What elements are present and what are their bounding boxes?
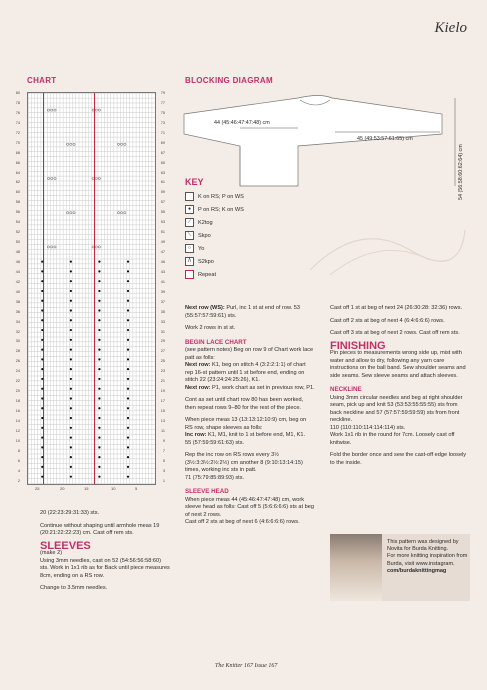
purl-dot	[127, 339, 129, 341]
purl-dot	[41, 280, 43, 282]
paragraph: 110 (110:110:114:114:114) sts.	[330, 424, 406, 431]
row-number: 66	[15, 160, 20, 165]
purl-dot	[98, 417, 100, 419]
col-number: 20	[60, 486, 65, 491]
row-number: 36	[15, 309, 20, 314]
yo-mark	[98, 177, 100, 179]
row-number: 13	[160, 418, 165, 423]
width-measure: 44 (45:46:47:47:48) cm	[214, 120, 270, 126]
yo-mark	[121, 143, 123, 145]
purl-dot	[98, 446, 100, 448]
purl-dot	[127, 446, 129, 448]
purl-dot	[127, 319, 129, 321]
purl-dot	[98, 261, 100, 263]
row-number: 44	[15, 269, 20, 274]
purl-dot	[127, 476, 129, 478]
purl-dot	[70, 446, 72, 448]
row-number: 40	[15, 289, 20, 294]
promo-line: For more knitting inspiration from Burda, visit www.instagram.	[387, 553, 468, 567]
chart-column-numbers	[27, 486, 154, 494]
purl-dot	[127, 397, 129, 399]
purl-dot	[41, 388, 43, 390]
page-title: Kielo	[434, 20, 467, 36]
purl-dot	[98, 407, 100, 409]
key-item	[185, 229, 305, 242]
purl-dot	[41, 358, 43, 360]
column-1-text	[40, 510, 170, 598]
purl-dot	[127, 456, 129, 458]
purl-dot	[41, 319, 43, 321]
purl-dot	[98, 397, 100, 399]
yo-circle-icon: ○	[185, 244, 194, 253]
bold-label: Next row:	[185, 384, 211, 391]
paragraph: Using 3mm needles, cast on 52 (54:56:56:58:60) sts. Work in 1x1 rib as for Back until piece measures 8cm, ending on a RS row.	[40, 557, 170, 579]
purl-dot	[98, 378, 100, 380]
purl-dot	[70, 358, 72, 360]
yo-mark	[117, 212, 119, 214]
chart-heading: CHART	[27, 76, 57, 85]
purl-dot	[70, 427, 72, 429]
purl-dot	[41, 339, 43, 341]
row-number: 35	[160, 309, 165, 314]
row-number: 16	[15, 409, 20, 413]
col-number: 25	[35, 486, 40, 491]
yo-mark	[51, 246, 53, 248]
row-number: 61	[160, 180, 165, 185]
yo-mark	[121, 212, 123, 214]
purl-dot	[127, 329, 129, 331]
key-label: Yo	[198, 245, 205, 252]
purl-dot	[41, 368, 43, 370]
purl-dot	[98, 270, 100, 272]
purl-dot	[127, 378, 129, 380]
yo-mark	[92, 246, 94, 248]
yo-mark	[67, 212, 69, 214]
purl-dot	[98, 427, 100, 429]
yo-mark	[95, 177, 97, 179]
row-number: 55	[160, 210, 165, 215]
row-number: 39	[160, 289, 165, 294]
row-number: 68	[15, 150, 20, 155]
row-number: 60	[15, 190, 20, 195]
row-number: 19	[160, 389, 165, 394]
paragraph: Cast off 2 sts at beg of next 6 (4:6:6:6:6) rows.	[185, 519, 300, 525]
row-number: 8	[17, 448, 20, 453]
purl-dot	[127, 290, 129, 292]
yo-mark	[95, 246, 97, 248]
knit-symbol-icon	[185, 192, 194, 201]
sleeve-head-heading: SLEEVE HEAD	[185, 488, 229, 495]
purl-dot	[70, 436, 72, 438]
purl-dot	[127, 388, 129, 390]
key-label: Skpo	[198, 232, 211, 239]
purl-dot	[98, 368, 100, 370]
row-number: 11	[161, 428, 165, 433]
purl-dot	[70, 407, 72, 409]
row-number: 6	[17, 458, 20, 463]
key-item	[185, 190, 305, 203]
purl-dot	[98, 358, 100, 360]
yo-mark	[48, 246, 50, 248]
purl-dot	[127, 300, 129, 302]
row-number: 37	[160, 299, 165, 304]
promo-text	[387, 539, 469, 575]
paragraph: 55 (57:59:59:61:63) sts.	[185, 439, 245, 446]
purl-dot	[98, 300, 100, 302]
purl-dot	[70, 290, 72, 292]
key-item	[185, 203, 305, 216]
row-number: 22	[15, 379, 20, 384]
finishing-heading: FINISHING	[330, 339, 386, 352]
yo-mark	[51, 177, 53, 179]
purl-dot	[127, 358, 129, 360]
key-label: S2kpo	[198, 258, 214, 265]
neckline-heading: NECKLINE	[330, 386, 362, 393]
row-number: 53	[160, 220, 165, 225]
purl-dot	[127, 368, 129, 370]
purl-dot	[70, 378, 72, 380]
purl-dot	[41, 407, 43, 409]
paragraph: Work 2 rows in st st.	[185, 325, 236, 331]
row-number: 32	[15, 329, 20, 334]
row-number: 30	[15, 339, 20, 344]
row-number: 46	[15, 259, 20, 264]
col-number: 15	[84, 486, 89, 491]
paragraph: When piece meas 13 (13:13:12:10:9) cm, beg on RS row, shape sleeves as folls:	[185, 417, 307, 431]
purl-dot	[70, 280, 72, 282]
sleeves-heading: SLEEVES	[40, 539, 91, 552]
paragraph: Cast off 3 sts at beg of next 2 rows. Cast off rem sts.	[330, 330, 460, 336]
row-number: 14	[15, 418, 20, 423]
row-number: 33	[160, 319, 165, 324]
promo-line: This pattern was designed by Novita for Burda Knitting.	[387, 539, 459, 553]
row-number: 58	[15, 200, 20, 205]
row-number: 10	[15, 438, 20, 443]
purl-dot	[41, 476, 43, 478]
purl-dot	[98, 466, 100, 468]
yo-mark	[73, 212, 75, 214]
col-number: 5	[135, 486, 138, 491]
yo-mark	[54, 109, 56, 111]
purl-dot	[41, 300, 43, 302]
row-number: 15	[160, 409, 165, 413]
key-item	[185, 242, 305, 255]
key-label: Repeat	[198, 271, 217, 278]
blocking-diagram	[180, 88, 470, 193]
row-number: 62	[15, 180, 20, 185]
row-number: 3	[162, 468, 165, 473]
purl-dot	[70, 417, 72, 419]
paragraph: (see pattern notes) Beg on row 9 of Chart work lace patt as folls:	[185, 347, 314, 361]
yo-mark	[67, 143, 69, 145]
purl-dot	[41, 261, 43, 263]
paragraph: Cast off 2 sts at beg of next 4 (6:4:6:6:6) rows.	[330, 317, 445, 324]
purl-dot	[98, 290, 100, 292]
purl-dot	[127, 427, 129, 429]
purl-dot	[98, 309, 100, 311]
yo-mark	[98, 246, 100, 248]
row-number: 54	[15, 220, 20, 225]
paragraph: Continue without shaping until armhole meas 19 (20:21:22:22:23) cm. Cast off rem sts.	[40, 522, 160, 536]
purl-dot	[70, 348, 72, 350]
row-number: 12	[15, 428, 20, 433]
purl-dot	[70, 339, 72, 341]
k2tog-icon: ⟋	[185, 218, 194, 227]
row-number: 9	[162, 438, 165, 443]
purl-dot	[70, 270, 72, 272]
row-number: 26	[15, 359, 20, 364]
column-3-text	[330, 305, 470, 472]
yo-mark	[92, 109, 94, 111]
row-number: 50	[15, 240, 20, 245]
row-number: 67	[160, 150, 165, 155]
row-number: 57	[160, 200, 165, 205]
paragraph: Cast off 1 st at beg of next 24 (26:30:28: 32:36) rows.	[330, 305, 463, 311]
sleeve-measure: 45 (49:53:57:61:65) cm	[357, 136, 413, 142]
purl-dot	[127, 407, 129, 409]
purl-dot	[98, 388, 100, 390]
row-number: 31	[160, 329, 165, 334]
yo-mark	[48, 177, 50, 179]
purl-dot	[127, 417, 129, 419]
purl-dot	[70, 300, 72, 302]
row-number: 20	[15, 389, 20, 394]
purl-dot	[127, 270, 129, 272]
row-number: 79	[160, 91, 165, 95]
purl-dot	[98, 339, 100, 341]
purl-dot	[70, 309, 72, 311]
purl-dot	[41, 348, 43, 350]
row-number: 43	[160, 269, 165, 274]
row-number: 2	[17, 478, 20, 483]
promo-link[interactable]: com/burdaknittingmag	[387, 567, 447, 574]
column-2-text	[185, 305, 315, 532]
row-number: 52	[15, 230, 20, 235]
chart-symbols	[28, 93, 155, 484]
row-number: 76	[15, 110, 20, 115]
purl-dot	[41, 290, 43, 292]
purl-dot	[70, 368, 72, 370]
purl-dot	[98, 436, 100, 438]
lace-chart	[27, 92, 156, 485]
page-footer: The Knitter 167 Issue 167	[215, 663, 278, 669]
purl-dot	[41, 309, 43, 311]
bold-label: Next row:	[185, 362, 211, 368]
yo-mark	[54, 177, 56, 179]
row-number: 49	[160, 240, 165, 245]
repeat-box-icon	[185, 270, 194, 279]
row-number: 7	[162, 448, 165, 453]
yo-mark	[92, 177, 94, 179]
purl-dot	[41, 456, 43, 458]
row-number: 28	[15, 349, 20, 354]
paragraph: 71 (75:79:85:89:93) sts.	[185, 474, 245, 481]
paragraph: Purl, inc 1 st at end of row. 53 (55:57:57:59:61) sts.	[185, 305, 301, 319]
row-number: 51	[160, 230, 165, 235]
yo-mark	[117, 143, 119, 145]
paragraph: K1, beg on stitch 4 (3:2:2:1:1) of chart rep 16-st pattern until 1 st before end, ending on stitch 22 (23:24:24:25:26), K1.	[185, 362, 306, 383]
row-number: 77	[160, 100, 165, 105]
row-number: 73	[160, 120, 165, 125]
purl-dot	[127, 348, 129, 350]
bold-label: Next row (WS):	[185, 305, 225, 311]
purl-dot	[41, 397, 43, 399]
purl-dot	[41, 436, 43, 438]
s2kpo-icon: Λ	[185, 257, 194, 266]
paragraph: P1, work chart as set in previous row, P1.	[210, 384, 315, 391]
yo-mark	[124, 143, 126, 145]
purl-dot	[98, 476, 100, 478]
key-list	[185, 190, 305, 281]
row-number: 18	[15, 399, 20, 404]
row-number: 41	[160, 279, 165, 284]
row-number: 63	[160, 170, 165, 175]
row-number: 4	[17, 468, 20, 473]
purl-dot	[127, 309, 129, 311]
paragraph: 20 (22:23:29:31:33) sts.	[40, 510, 100, 516]
purl-dot	[41, 329, 43, 331]
purl-dot-icon: ●	[185, 205, 194, 214]
row-number: 69	[160, 140, 165, 145]
yo-mark	[73, 143, 75, 145]
purl-dot	[41, 446, 43, 448]
row-number: 78	[15, 100, 20, 105]
row-number: 17	[160, 399, 165, 404]
purl-dot	[41, 378, 43, 380]
chart-row-numbers-right	[157, 91, 167, 483]
row-number: 21	[160, 379, 165, 384]
purl-dot	[127, 436, 129, 438]
row-number: 29	[160, 339, 165, 344]
lace-chart-heading: BEGIN LACE CHART	[185, 338, 247, 346]
purl-dot	[70, 466, 72, 468]
purl-dot	[41, 270, 43, 272]
paragraph: Rep the inc row on RS rows every 3½ (3½:3:3½:2½:2½) cm another 8 (9:10:13:14:15) times, working inc sts in patt.	[185, 452, 303, 473]
yo-mark	[124, 212, 126, 214]
yo-mark	[70, 143, 72, 145]
purl-dot	[70, 329, 72, 331]
blocking-heading: BLOCKING DIAGRAM	[185, 76, 273, 85]
purl-dot	[98, 319, 100, 321]
purl-dot	[127, 280, 129, 282]
paragraph: When piece meas 44 (45:46:47:47:48) cm, work sleeve head as folls: Cast off 5 (5:6:6:6:6) sts at beg of next 2 rows.	[185, 496, 314, 518]
row-number: 24	[15, 369, 20, 374]
row-number: 25	[160, 359, 165, 364]
purl-dot	[98, 329, 100, 331]
row-number: 23	[160, 369, 165, 374]
row-number: 70	[15, 140, 20, 145]
row-number: 75	[160, 110, 165, 115]
paragraph: Using 3mm circular needles and beg at right shoulder seam, pick up and knit 53 (53:53:55:55:55) sts from back neckline and 57 (57:57:59:59:59) sts from front neckline.	[330, 394, 463, 423]
purl-dot	[41, 427, 43, 429]
bold-label: Inc row:	[185, 432, 207, 438]
paragraph: K1, M1, knit to 1 st before end, M1, K1.	[206, 432, 306, 438]
key-label: K on RS; P on WS	[198, 193, 244, 200]
row-number: 45	[160, 259, 165, 264]
row-number: 34	[15, 319, 20, 324]
yo-mark	[54, 246, 56, 248]
col-number: 10	[111, 486, 116, 491]
skpo-icon: ⟍	[185, 231, 194, 240]
yo-mark	[95, 109, 97, 111]
row-number: 64	[15, 170, 20, 175]
paragraph: (make 2)	[40, 550, 63, 556]
paragraph: Change to 3.5mm needles.	[40, 585, 108, 591]
row-number: 38	[15, 299, 20, 304]
yo-mark	[48, 109, 50, 111]
key-label: P on RS; K on WS	[198, 206, 244, 213]
model-photo	[330, 534, 382, 601]
purl-dot	[70, 397, 72, 399]
row-number: 56	[15, 210, 20, 215]
purl-dot	[70, 261, 72, 263]
purl-dot	[70, 388, 72, 390]
row-number: 5	[162, 458, 165, 463]
key-item	[185, 216, 305, 229]
row-number: 48	[15, 250, 20, 254]
key-item	[185, 255, 305, 268]
purl-dot	[70, 319, 72, 321]
purl-dot	[70, 456, 72, 458]
row-number: 74	[15, 120, 20, 125]
purl-dot	[41, 466, 43, 468]
purl-dot	[98, 456, 100, 458]
row-number: 42	[15, 279, 20, 284]
purl-dot	[70, 476, 72, 478]
length-measure: 54 (56:58:60:62:64) cm	[458, 144, 464, 200]
purl-dot	[98, 348, 100, 350]
purl-dot	[127, 261, 129, 263]
row-number: 47	[160, 250, 165, 254]
purl-dot	[41, 417, 43, 419]
paragraph: Work 1x1 rib in the round for 7cm. Loosely cast off knitwise.	[330, 432, 455, 446]
yo-mark	[51, 109, 53, 111]
key-label: K2tog	[198, 219, 213, 226]
paragraph: Pin pieces to measurements wrong side up, mist with water and allow to dry, following any yarn care instructions on the ball band. Sew shoulder seams and side seams. Sew sleeve seams and attach sleeves.	[330, 350, 466, 379]
purl-dot	[127, 466, 129, 468]
purl-dot	[98, 280, 100, 282]
key-heading: KEY	[185, 177, 204, 187]
row-number: 80	[15, 91, 20, 95]
row-number: 59	[160, 190, 165, 195]
chart-row-numbers-left	[12, 91, 24, 483]
row-number: 72	[15, 130, 20, 135]
yo-mark	[70, 212, 72, 214]
yo-mark	[98, 109, 100, 111]
row-number: 1	[162, 478, 165, 483]
decorative-flourish-icon	[300, 210, 470, 280]
paragraph: Fold the border once and sew the cast-off edge loosely to the inside.	[330, 452, 467, 466]
row-number: 65	[160, 160, 165, 165]
row-number: 71	[160, 130, 165, 135]
key-item	[185, 268, 305, 281]
promo-box	[330, 534, 470, 601]
row-number: 27	[160, 349, 165, 354]
paragraph: Cont as set until chart row 80 has been worked, then repeat rows 9–80 for the rest of the piece.	[185, 397, 304, 411]
